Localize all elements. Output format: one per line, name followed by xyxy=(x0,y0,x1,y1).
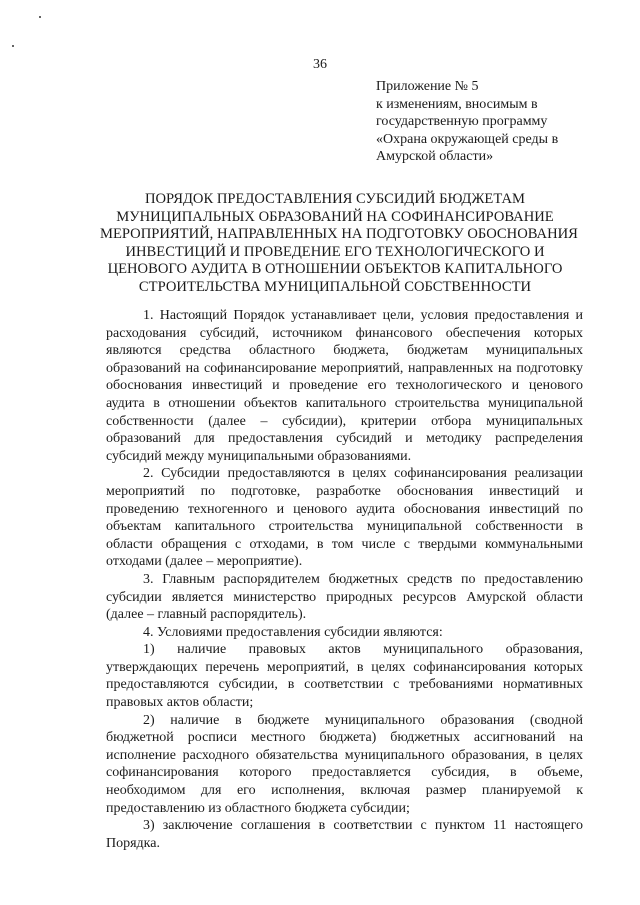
text-line: (далее – главный распорядитель). xyxy=(106,607,307,623)
appendix-line: государственную программу xyxy=(376,114,548,129)
text-line: софинансирования которого предоставляется субсидия, в объеме, xyxy=(106,765,583,781)
title-line: ПОРЯДОК ПРЕДОСТАВЛЕНИЯ СУБСИДИЙ БЮДЖЕТАМ xyxy=(144,191,526,207)
title-line: ЦЕНОВОГО АУДИТА В ОТНОШЕНИИ ОБЪЕКТОВ КАПИТАЛЬНОГО xyxy=(107,261,563,278)
appendix-line: Амурской области» xyxy=(376,149,494,164)
list-item-3 xyxy=(106,817,583,852)
text-line: исполнение расходного обязательства муниципального образования, в целях xyxy=(106,747,583,763)
text-line: области обращения с отходами, в том числе с твердыми коммунальными xyxy=(106,536,583,552)
text-line: 3. Главным распорядителем бюджетных средств по предоставлению xyxy=(143,571,583,587)
text-line: 2) наличие в бюджете муниципального образования (сводной xyxy=(143,712,583,728)
paragraph-4 xyxy=(106,624,583,642)
list-item-1 xyxy=(106,641,583,711)
title-line: СТРОИТЕЛЬСТВА МУНИЦИПАЛЬНОЙ СОБСТВЕННОСТИ xyxy=(138,278,532,295)
text-line: отходами (далее – мероприятие). xyxy=(106,554,303,570)
text-line: мероприятий по подготовке, разработке обоснования инвестиций и xyxy=(106,483,583,499)
text-line: бюджетной росписи местного бюджета) бюджетных ассигнований на xyxy=(106,730,583,746)
text-line: Порядка. xyxy=(106,835,160,851)
page-number: 36 xyxy=(313,57,327,72)
title-line: ИНВЕСТИЦИЙ И ПРОВЕДЕНИЕ ЕГО ТЕХНОЛОГИЧЕСКОГО И xyxy=(125,243,545,260)
paragraph-1 xyxy=(106,307,583,465)
text-line: необходимом для его исполнения, включая размер планируемой к xyxy=(106,783,583,799)
document-body xyxy=(106,307,583,852)
appendix-block xyxy=(376,78,616,166)
text-line: собственности (далее – субсидии), критерии отбора муниципальных xyxy=(106,413,583,429)
text-line: расходования субсидий, источником финансового обеспечения которых xyxy=(106,325,583,341)
document-title xyxy=(100,191,578,297)
text-line: 1. Настоящий Порядок устанавливает цели, условия предоставления и xyxy=(143,308,583,323)
text-line: аудита в отношении объектов капитального строительства муниципальной xyxy=(106,395,583,411)
text-line: являются средства областного бюджета, бюджетам муниципальных xyxy=(106,343,583,359)
text-line: образований на софинансирование мероприятий, направленных на подготовку xyxy=(106,360,583,376)
scan-speck xyxy=(12,45,14,47)
scan-speck xyxy=(39,16,41,18)
text-line: субсидий между муниципальными образованиями. xyxy=(106,448,412,464)
text-line: 1) наличие правовых актов муниципального образования, xyxy=(143,642,583,658)
paragraph-3 xyxy=(106,571,583,624)
list-item-2 xyxy=(106,712,583,818)
text-line: 4. Условиями предоставления субсидии являются: xyxy=(143,624,443,640)
text-line: 3) заключение соглашения в соответствии с пунктом 11 настоящего xyxy=(143,818,583,834)
text-line: предоставляются субсидии, в соответствии с требованиями нормативных xyxy=(106,677,583,693)
text-line: образований для предоставления субсидий и методику распределения xyxy=(106,431,583,447)
text-line: предоставлению из областного бюджета субсидии; xyxy=(106,800,410,816)
appendix-line: Приложение № 5 xyxy=(376,79,479,94)
text-line: субсидии является министерство природных ресурсов Амурской области xyxy=(106,589,583,605)
text-line: обоснования инвестиций и проведение его технологического и ценового xyxy=(106,378,583,394)
appendix-line: к изменениям, вносимым в xyxy=(376,96,538,112)
title-line: МУНИЦИПАЛЬНЫХ ОБРАЗОВАНИЙ НА СОФИНАНСИРОВАНИЕ xyxy=(116,208,554,225)
title-line: МЕРОПРИЯТИЙ, НАПРАВЛЕННЫХ НА ПОДГОТОВКУ ОБОСНОВАНИЯ xyxy=(100,226,578,243)
text-line: проведению техногенного и ценового аудита обоснования инвестиций по xyxy=(106,501,583,517)
paragraph-2 xyxy=(106,465,583,571)
text-line: утверждающих перечень мероприятий, в целях софинансирования которых xyxy=(106,659,583,675)
text-line: 2. Субсидии предоставляются в целях софинансирования реализации xyxy=(143,466,583,482)
text-line: правовых актов области; xyxy=(106,695,254,711)
appendix-line: «Охрана окружающей среды в xyxy=(376,131,559,147)
text-line: объектам капитального строительства муниципальной собственности в xyxy=(106,519,583,535)
